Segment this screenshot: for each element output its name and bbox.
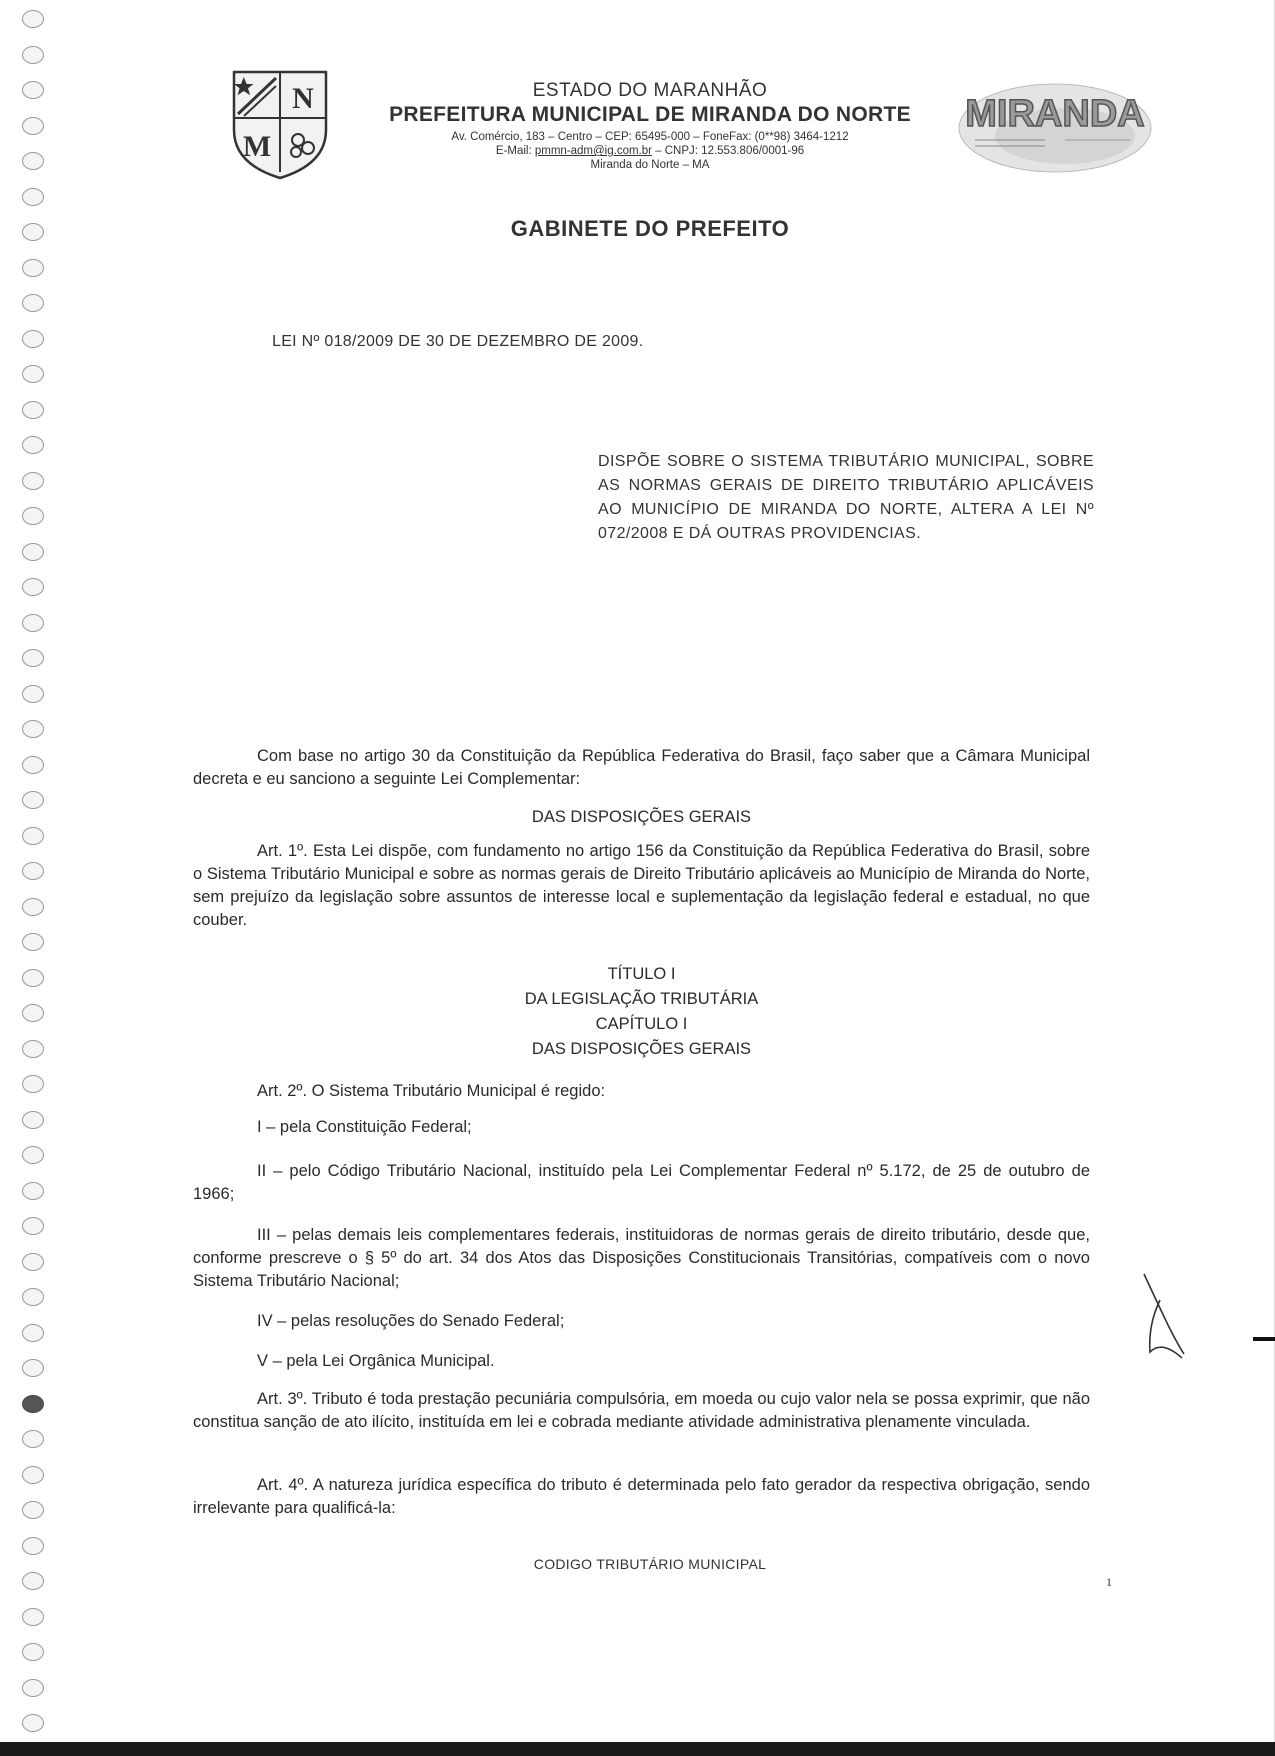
binder-hole bbox=[22, 365, 44, 383]
binder-hole bbox=[22, 472, 44, 490]
miranda-logo-icon bbox=[955, 74, 1155, 176]
prefecture-name: PREFEITURA MUNICIPAL DE MIRANDA DO NORTE bbox=[389, 103, 911, 126]
binder-hole bbox=[22, 1572, 44, 1590]
binder-hole bbox=[22, 1288, 44, 1306]
scan-right-mark bbox=[1253, 1337, 1275, 1341]
page-number: 1 bbox=[1106, 1575, 1112, 1589]
binder-hole bbox=[22, 152, 44, 170]
binder-hole bbox=[22, 969, 44, 987]
binder-hole bbox=[22, 756, 44, 774]
scan-bottom-border bbox=[0, 1742, 1275, 1756]
email-line bbox=[340, 144, 960, 158]
municipal-crest-icon bbox=[228, 68, 332, 180]
article-2-item: I – pela Constituição Federal; bbox=[257, 1118, 472, 1136]
binder-hole bbox=[22, 685, 44, 703]
article-4: Art. 4º. A natureza jurídica específica do tributo é determinada pelo fato gerador da respectiva obrigação, sendo irrelevante para qualificá-la: bbox=[193, 1476, 1090, 1517]
section-heading: DAS DISPOSIÇÕES GERAIS bbox=[531, 808, 752, 826]
footer-code-name: CODIGO TRIBUTÁRIO MUNICIPAL bbox=[533, 1556, 767, 1572]
titulo-label: TÍTULO I bbox=[607, 965, 676, 983]
binder-hole bbox=[22, 1501, 44, 1519]
preamble: Com base no artigo 30 da Constituição da República Federativa do Brasil, faço saber que a Câmara Municipal decreta e eu sanciono a seguinte Lei Complementar: bbox=[193, 747, 1090, 788]
binder-hole bbox=[22, 507, 44, 525]
article-2-item: V – pela Lei Orgânica Municipal. bbox=[257, 1352, 495, 1370]
binder-hole bbox=[22, 1608, 44, 1626]
binder-hole bbox=[22, 401, 44, 419]
binder-hole bbox=[22, 1430, 44, 1448]
binder-hole bbox=[22, 46, 44, 64]
binder-hole bbox=[22, 862, 44, 880]
titulo-name: DA LEGISLAÇÃO TRIBUTÁRIA bbox=[524, 990, 759, 1008]
title-block bbox=[193, 962, 1090, 1062]
binder-hole bbox=[22, 1075, 44, 1093]
crest-letter-m: M bbox=[242, 130, 272, 163]
binder-hole bbox=[22, 436, 44, 454]
binder-hole bbox=[22, 1146, 44, 1164]
binder-hole bbox=[22, 330, 44, 348]
letterhead bbox=[340, 80, 960, 172]
binder-hole bbox=[22, 1111, 44, 1129]
binder-hole bbox=[22, 791, 44, 809]
binder-hole bbox=[22, 188, 44, 206]
address-line: Av. Comércio, 183 – Centro – CEP: 65495-000 – FoneFax: (0**98) 3464-1212 bbox=[451, 131, 849, 143]
binder-hole bbox=[22, 1217, 44, 1235]
binder-hole bbox=[22, 1004, 44, 1022]
binder-hole bbox=[22, 259, 44, 277]
capitulo-label: CAPÍTULO I bbox=[595, 1015, 688, 1033]
binder-hole bbox=[22, 1182, 44, 1200]
capitulo-name: DAS DISPOSIÇÕES GERAIS bbox=[531, 1040, 752, 1058]
binder-hole bbox=[22, 1537, 44, 1555]
law-title: LEI Nº 018/2009 DE 30 DE DEZEMBRO DE 2009. bbox=[272, 333, 644, 350]
crest-letter-n: N bbox=[292, 82, 314, 115]
article-2-item: III – pelas demais leis complementares federais, instituidoras de normas gerais de direito tributário, desde que, conforme prescreve o § 5º do art. 34 dos Atos das Disposições Constitucionais Transitórias, compatíveis com o novo Sistema Tributário Nacional; bbox=[193, 1226, 1090, 1290]
office-title: GABINETE DO PREFEITO bbox=[510, 216, 790, 241]
binder-hole bbox=[22, 578, 44, 596]
contact-block bbox=[340, 130, 960, 172]
binder-hole bbox=[22, 1253, 44, 1271]
binder-hole bbox=[22, 614, 44, 632]
binder-hole bbox=[22, 1395, 44, 1413]
law-ementa: DISPÕE SOBRE O SISTEMA TRIBUTÁRIO MUNICIPAL, SOBRE AS NORMAS GERAIS DE DIREITO TRIBUTÁRIO APLICÁVEIS AO MUNICÍPIO DE MIRANDA DO NORTE, ALTERA A LEI Nº 072/2008 E DÁ OUTRAS PROVIDENCIAS. bbox=[598, 453, 1094, 542]
binder-hole bbox=[22, 898, 44, 916]
article-2-item: IV – pelas resoluções do Senado Federal; bbox=[257, 1312, 565, 1330]
cnpj: – CNPJ: 12.553.806/0001-96 bbox=[651, 145, 805, 157]
state-name: ESTADO DO MARANHÃO bbox=[532, 80, 768, 101]
binder-hole bbox=[22, 1714, 44, 1732]
handwritten-mark-icon bbox=[1138, 1270, 1188, 1360]
binder-hole bbox=[22, 294, 44, 312]
email-address: pmmn-adm@ig.com.br bbox=[534, 145, 652, 157]
binder-hole bbox=[22, 81, 44, 99]
article-2: Art. 2º. O Sistema Tributário Municipal é regido: bbox=[257, 1082, 606, 1100]
binder-hole bbox=[22, 1324, 44, 1342]
binder-hole bbox=[22, 933, 44, 951]
email-label: E-Mail: bbox=[495, 145, 535, 157]
binder-hole bbox=[22, 1643, 44, 1661]
article-2-item: II – pelo Código Tributário Nacional, instituído pela Lei Complementar Federal nº 5.172, de 25 de outubro de 1966; bbox=[193, 1162, 1090, 1203]
logo-text: MIRANDA bbox=[965, 93, 1145, 135]
binder-hole bbox=[22, 10, 44, 28]
locality: Miranda do Norte – MA bbox=[590, 159, 710, 171]
binder-hole bbox=[22, 649, 44, 667]
binder-hole bbox=[22, 1466, 44, 1484]
binder-hole bbox=[22, 1359, 44, 1377]
binder-hole bbox=[22, 1679, 44, 1697]
binder-hole bbox=[22, 827, 44, 845]
article-3: Art. 3º. Tributo é toda prestação pecuniária compulsória, em moeda ou cujo valor nela se possa exprimir, que não constitua sanção de ato ilícito, instituída em lei e cobrada mediante atividade administrativa plenamente vinculada. bbox=[193, 1390, 1090, 1431]
article-1: Art. 1º. Esta Lei dispõe, com fundamento no artigo 156 da Constituição da República Federativa do Brasil, sobre o Sistema Tributário Municipal e sobre as normas gerais de Direito Tributário aplicáveis ao Município de Miranda do Norte, sem prejuízo da legislação sobre assuntos de interesse local e suplementação da legislação federal e estadual, no que couber. bbox=[193, 842, 1090, 929]
binder-hole bbox=[22, 543, 44, 561]
binder-hole bbox=[22, 1040, 44, 1058]
binder-hole bbox=[22, 720, 44, 738]
binder-holes bbox=[22, 10, 48, 1730]
binder-hole bbox=[22, 223, 44, 241]
binder-hole bbox=[22, 117, 44, 135]
